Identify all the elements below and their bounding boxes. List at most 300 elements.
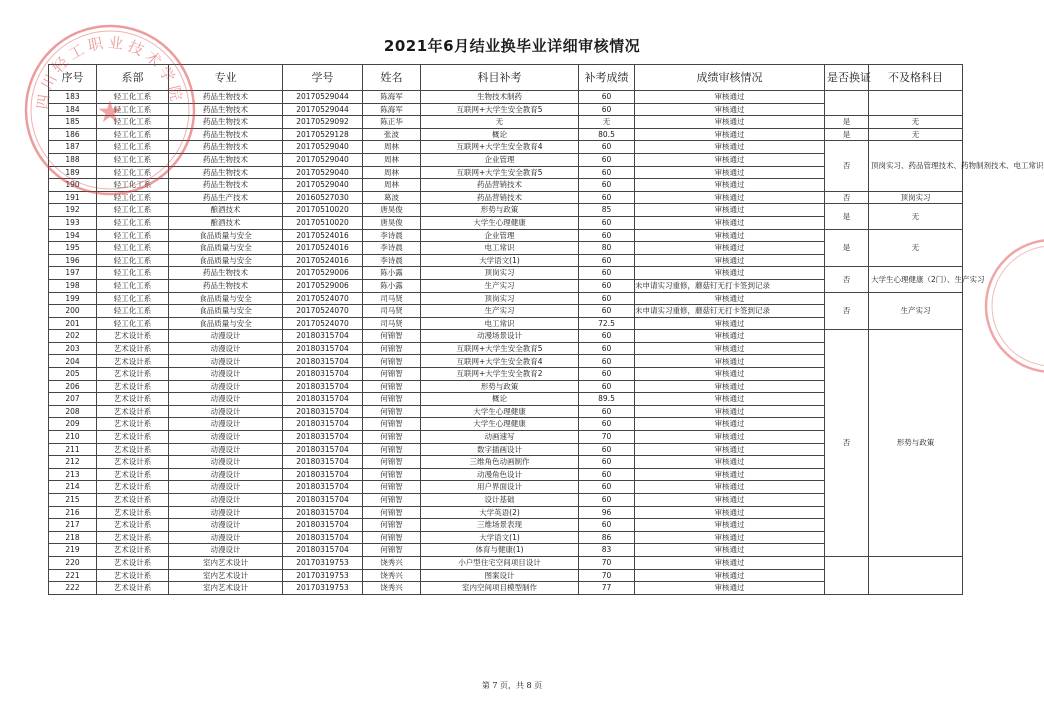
cell-subject: 互联网+大学生安全教育5 (421, 342, 579, 355)
cell-score: 60 (579, 481, 635, 494)
cell-status: 审核通过 (635, 582, 825, 595)
cell-subject: 大学语文(1) (421, 531, 579, 544)
cell-subject: 小户型住宅空间项目设计 (421, 556, 579, 569)
cell-name: 何锦智 (363, 544, 421, 557)
header-major: 专业 (169, 65, 283, 91)
cell-major: 食品质量与安全 (169, 305, 283, 318)
cell-score: 70 (579, 431, 635, 444)
cell-no: 212 (49, 456, 97, 469)
cell-dept: 艺术设计系 (97, 544, 169, 557)
cell-no: 198 (49, 279, 97, 292)
cell-score: 无 (579, 116, 635, 129)
cell-major: 动漫设计 (169, 330, 283, 343)
cell-name: 张波 (363, 128, 421, 141)
cell-no: 210 (49, 431, 97, 444)
cell-student-id: 20170319753 (283, 582, 363, 595)
cell-name: 何锦智 (363, 342, 421, 355)
cell-dept: 艺术设计系 (97, 531, 169, 544)
cell-dept: 轻工化工系 (97, 166, 169, 179)
cell-subject: 无 (421, 116, 579, 129)
cell-student-id: 20170529040 (283, 153, 363, 166)
cell-failed-subjects: 形势与政策 (869, 330, 963, 557)
cell-student-id: 20180315704 (283, 342, 363, 355)
cell-no: 193 (49, 216, 97, 229)
cell-equiv: 是 (825, 229, 869, 267)
cell-score: 60 (579, 443, 635, 456)
table-row (49, 229, 963, 242)
cell-subject: 大学语文(1) (421, 254, 579, 267)
cell-major: 酿酒技术 (169, 216, 283, 229)
cell-failed-subjects: 顶岗实习、药品管理技术、药物制剂技术、电工常识 (869, 141, 963, 191)
cell-score: 60 (579, 254, 635, 267)
cell-status: 审核通过 (635, 141, 825, 154)
cell-subject: 顶岗实习 (421, 292, 579, 305)
cell-student-id: 20160527030 (283, 191, 363, 204)
cell-score: 60 (579, 418, 635, 431)
cell-dept: 轻工化工系 (97, 103, 169, 116)
cell-major: 动漫设计 (169, 494, 283, 507)
page-edge-seal-stamp (980, 236, 1024, 386)
cell-subject: 数字插画设计 (421, 443, 579, 456)
cell-dept: 轻工化工系 (97, 279, 169, 292)
cell-no: 221 (49, 569, 97, 582)
cell-major: 药品生物技术 (169, 279, 283, 292)
cell-name: 周林 (363, 153, 421, 166)
cell-score: 60 (579, 153, 635, 166)
cell-student-id: 20170510020 (283, 216, 363, 229)
cell-no: 204 (49, 355, 97, 368)
cell-major: 动漫设计 (169, 481, 283, 494)
cell-name: 何锦智 (363, 380, 421, 393)
cell-student-id: 20180315704 (283, 355, 363, 368)
cell-no: 213 (49, 468, 97, 481)
cell-no: 215 (49, 494, 97, 507)
cell-major: 动漫设计 (169, 431, 283, 444)
cell-no: 218 (49, 531, 97, 544)
cell-student-id: 20170529040 (283, 179, 363, 192)
cell-major: 动漫设计 (169, 355, 283, 368)
table-row (49, 556, 963, 569)
cell-score: 60 (579, 292, 635, 305)
cell-score: 60 (579, 342, 635, 355)
cell-major: 药品生物技术 (169, 128, 283, 141)
cell-score: 60 (579, 405, 635, 418)
cell-student-id: 20180315704 (283, 418, 363, 431)
cell-status: 未申请实习重修，蘑菇钉无打卡签到记录 (635, 305, 825, 318)
cell-dept: 艺术设计系 (97, 405, 169, 418)
cell-major: 动漫设计 (169, 468, 283, 481)
seal-text: 四川轻工职业技术学院 (33, 33, 187, 111)
cell-dept: 艺术设计系 (97, 380, 169, 393)
cell-status: 审核通过 (635, 418, 825, 431)
cell-student-id: 20170319753 (283, 556, 363, 569)
cell-student-id: 20180315704 (283, 456, 363, 469)
cell-student-id: 20180315704 (283, 506, 363, 519)
cell-name: 何锦智 (363, 368, 421, 381)
cell-name: 饶秀兴 (363, 582, 421, 595)
cell-major: 药品生物技术 (169, 179, 283, 192)
header-status: 成绩审核情况 (635, 65, 825, 91)
cell-no: 207 (49, 393, 97, 406)
cell-major: 动漫设计 (169, 544, 283, 557)
cell-major: 药品生产技术 (169, 191, 283, 204)
cell-score: 60 (579, 368, 635, 381)
cell-equiv (825, 556, 869, 594)
cell-subject: 动画速写 (421, 431, 579, 444)
cell-score: 60 (579, 141, 635, 154)
cell-name: 陈海军 (363, 103, 421, 116)
cell-student-id: 20170529006 (283, 267, 363, 280)
cell-failed-subjects: 无 (869, 229, 963, 267)
cell-no: 205 (49, 368, 97, 381)
cell-no: 203 (49, 342, 97, 355)
cell-major: 动漫设计 (169, 506, 283, 519)
cell-subject: 动漫角色设计 (421, 468, 579, 481)
table-row (49, 91, 963, 104)
cell-subject: 体育与健康(1) (421, 544, 579, 557)
table-row (49, 292, 963, 305)
cell-status: 审核通过 (635, 254, 825, 267)
cell-major: 食品质量与安全 (169, 229, 283, 242)
cell-major: 药品生物技术 (169, 166, 283, 179)
cell-subject: 电工常识 (421, 317, 579, 330)
cell-status: 审核通过 (635, 393, 825, 406)
cell-name: 何锦智 (363, 393, 421, 406)
cell-dept: 轻工化工系 (97, 267, 169, 280)
header-dept: 系部 (97, 65, 169, 91)
cell-dept: 艺术设计系 (97, 368, 169, 381)
cell-dept: 艺术设计系 (97, 456, 169, 469)
cell-no: 200 (49, 305, 97, 318)
cell-equiv: 否 (825, 191, 869, 204)
cell-score: 80.5 (579, 128, 635, 141)
cell-score: 60 (579, 519, 635, 532)
cell-dept: 轻工化工系 (97, 317, 169, 330)
cell-student-id: 20170319753 (283, 569, 363, 582)
cell-status: 审核通过 (635, 166, 825, 179)
table-body (49, 91, 1044, 595)
cell-equiv: 是 (825, 204, 869, 229)
cell-student-id: 20170529044 (283, 103, 363, 116)
cell-status: 审核通过 (635, 431, 825, 444)
cell-major: 药品生物技术 (169, 116, 283, 129)
cell-major: 动漫设计 (169, 443, 283, 456)
cell-no: 206 (49, 380, 97, 393)
cell-no: 185 (49, 116, 97, 129)
cell-score: 60 (579, 191, 635, 204)
cell-student-id: 20180315704 (283, 544, 363, 557)
cell-major: 动漫设计 (169, 342, 283, 355)
cell-name: 周林 (363, 166, 421, 179)
cell-subject: 电工常识 (421, 242, 579, 255)
cell-status: 审核通过 (635, 128, 825, 141)
cell-no: 220 (49, 556, 97, 569)
cell-student-id: 20170529040 (283, 166, 363, 179)
review-table (48, 64, 1044, 595)
cell-no: 183 (49, 91, 97, 104)
cell-student-id: 20180315704 (283, 368, 363, 381)
cell-major: 药品生物技术 (169, 91, 283, 104)
cell-score: 70 (579, 556, 635, 569)
cell-name: 周林 (363, 179, 421, 192)
cell-student-id: 20180315704 (283, 393, 363, 406)
cell-name: 陈正华 (363, 116, 421, 129)
cell-dept: 艺术设计系 (97, 342, 169, 355)
cell-subject: 药品营销技术 (421, 191, 579, 204)
cell-name: 饶秀兴 (363, 556, 421, 569)
cell-no: 187 (49, 141, 97, 154)
header-no: 序号 (49, 65, 97, 91)
cell-failed-subjects (869, 556, 963, 594)
cell-major: 动漫设计 (169, 393, 283, 406)
cell-name: 陈海军 (363, 91, 421, 104)
cell-score: 60 (579, 494, 635, 507)
cell-subject: 动漫场景设计 (421, 330, 579, 343)
cell-no: 211 (49, 443, 97, 456)
cell-dept: 艺术设计系 (97, 468, 169, 481)
cell-name: 李诗晨 (363, 229, 421, 242)
cell-name: 何锦智 (363, 481, 421, 494)
cell-major: 动漫设计 (169, 531, 283, 544)
cell-status: 审核通过 (635, 91, 825, 104)
cell-no: 208 (49, 405, 97, 418)
cell-status: 审核通过 (635, 153, 825, 166)
cell-status: 审核通过 (635, 179, 825, 192)
cell-dept: 艺术设计系 (97, 582, 169, 595)
cell-student-id: 20180315704 (283, 443, 363, 456)
page-footer: 第 7 页，共 8 页 (481, 681, 543, 690)
cell-subject: 大学英语(2) (421, 506, 579, 519)
cell-status: 审核通过 (635, 556, 825, 569)
table-row (49, 116, 963, 129)
cell-subject: 室内空间项目模型制作 (421, 582, 579, 595)
cell-name: 何锦智 (363, 443, 421, 456)
cell-name: 司马贤 (363, 292, 421, 305)
cell-score: 60 (579, 166, 635, 179)
cell-subject: 生产实习 (421, 279, 579, 292)
cell-name: 陈小露 (363, 267, 421, 280)
cell-no: 194 (49, 229, 97, 242)
cell-student-id: 20180315704 (283, 330, 363, 343)
cell-no: 190 (49, 179, 97, 192)
cell-subject: 图案设计 (421, 569, 579, 582)
cell-name: 何锦智 (363, 506, 421, 519)
header-name: 姓名 (363, 65, 421, 91)
cell-status: 审核通过 (635, 317, 825, 330)
cell-major: 药品生物技术 (169, 141, 283, 154)
cell-score: 89.5 (579, 393, 635, 406)
cell-failed-subjects: 顶岗实习 (869, 191, 963, 204)
cell-status: 审核通过 (635, 330, 825, 343)
cell-score: 60 (579, 279, 635, 292)
cell-subject: 顶岗实习 (421, 267, 579, 280)
cell-failed-subjects: 无 (869, 204, 963, 229)
cell-name: 何锦智 (363, 494, 421, 507)
cell-student-id: 20170529092 (283, 116, 363, 129)
cell-subject: 三维角色动画制作 (421, 456, 579, 469)
cell-status: 审核通过 (635, 494, 825, 507)
cell-student-id: 20170524070 (283, 292, 363, 305)
cell-status: 审核通过 (635, 443, 825, 456)
cell-no: 192 (49, 204, 97, 217)
cell-status: 审核通过 (635, 204, 825, 217)
cell-student-id: 20170529128 (283, 128, 363, 141)
cell-dept: 轻工化工系 (97, 191, 169, 204)
cell-name: 何锦智 (363, 531, 421, 544)
cell-subject: 生物技术制药 (421, 91, 579, 104)
cell-no: 202 (49, 330, 97, 343)
cell-student-id: 20170510020 (283, 204, 363, 217)
cell-status: 审核通过 (635, 544, 825, 557)
cell-student-id: 20180315704 (283, 494, 363, 507)
table-header-row (49, 65, 963, 91)
cell-dept: 艺术设计系 (97, 556, 169, 569)
header-failed: 不及格科目 (869, 65, 963, 91)
cell-major: 食品质量与安全 (169, 242, 283, 255)
header-student-id: 学号 (283, 65, 363, 91)
cell-score: 60 (579, 330, 635, 343)
cell-status: 审核通过 (635, 267, 825, 280)
cell-score: 60 (579, 305, 635, 318)
cell-no: 189 (49, 166, 97, 179)
cell-status: 审核通过 (635, 380, 825, 393)
cell-student-id: 20170524016 (283, 229, 363, 242)
cell-score: 60 (579, 179, 635, 192)
cell-name: 周林 (363, 141, 421, 154)
table-row (49, 204, 963, 217)
cell-status: 审核通过 (635, 519, 825, 532)
cell-dept: 轻工化工系 (97, 292, 169, 305)
cell-major: 动漫设计 (169, 405, 283, 418)
cell-name: 葛波 (363, 191, 421, 204)
cell-no: 216 (49, 506, 97, 519)
cell-major: 室内艺术设计 (169, 582, 283, 595)
cell-student-id: 20180315704 (283, 468, 363, 481)
cell-score: 60 (579, 91, 635, 104)
cell-name: 李诗晨 (363, 254, 421, 267)
cell-student-id: 20180315704 (283, 380, 363, 393)
cell-name: 司马贤 (363, 305, 421, 318)
cell-status: 审核通过 (635, 468, 825, 481)
table-row (49, 191, 963, 204)
cell-no: 209 (49, 418, 97, 431)
cell-major: 动漫设计 (169, 418, 283, 431)
cell-score: 60 (579, 216, 635, 229)
cell-equiv: 是 (825, 116, 869, 129)
cell-student-id: 20170529006 (283, 279, 363, 292)
cell-student-id: 20180315704 (283, 405, 363, 418)
cell-dept: 轻工化工系 (97, 254, 169, 267)
cell-status: 审核通过 (635, 569, 825, 582)
cell-no: 197 (49, 267, 97, 280)
cell-failed-subjects: 无 (869, 128, 963, 141)
cell-subject: 互联网+大学生安全教育5 (421, 103, 579, 116)
cell-failed-subjects (869, 91, 963, 116)
cell-no: 188 (49, 153, 97, 166)
cell-student-id: 20170524070 (283, 305, 363, 318)
cell-equiv: 否 (825, 267, 869, 292)
cell-student-id: 20170524016 (283, 242, 363, 255)
cell-subject: 互联网+大学生安全教育5 (421, 166, 579, 179)
cell-name: 何锦智 (363, 405, 421, 418)
cell-equiv: 否 (825, 141, 869, 191)
cell-status: 审核通过 (635, 216, 825, 229)
cell-status: 审核通过 (635, 368, 825, 381)
cell-no: 186 (49, 128, 97, 141)
cell-score: 85 (579, 204, 635, 217)
cell-score: 60 (579, 456, 635, 469)
cell-dept: 轻工化工系 (97, 153, 169, 166)
cell-equiv: 是 (825, 128, 869, 141)
cell-subject: 形势与政策 (421, 380, 579, 393)
cell-major: 药品生物技术 (169, 103, 283, 116)
cell-status: 审核通过 (635, 242, 825, 255)
cell-no: 217 (49, 519, 97, 532)
header-subject: 科目补考 (421, 65, 579, 91)
cell-status: 审核通过 (635, 342, 825, 355)
cell-major: 药品生物技术 (169, 267, 283, 280)
cell-name: 唐昊俊 (363, 204, 421, 217)
cell-dept: 艺术设计系 (97, 481, 169, 494)
cell-dept: 艺术设计系 (97, 431, 169, 444)
seal-star-icon: ★ (96, 95, 124, 130)
cell-major: 药品生物技术 (169, 153, 283, 166)
cell-score: 60 (579, 468, 635, 481)
cell-score: 60 (579, 380, 635, 393)
cell-name: 唐昊俊 (363, 216, 421, 229)
cell-no: 214 (49, 481, 97, 494)
cell-status: 审核通过 (635, 355, 825, 368)
cell-dept: 轻工化工系 (97, 116, 169, 129)
cell-student-id: 20180315704 (283, 481, 363, 494)
cell-no: 196 (49, 254, 97, 267)
cell-subject: 药品营销技术 (421, 179, 579, 192)
table-row (49, 267, 963, 280)
cell-subject: 概论 (421, 128, 579, 141)
cell-student-id: 20170524016 (283, 254, 363, 267)
cell-major: 食品质量与安全 (169, 292, 283, 305)
cell-failed-subjects: 大学生心理健康（2门）、生产实习 (869, 267, 963, 292)
cell-dept: 轻工化工系 (97, 128, 169, 141)
cell-status: 审核通过 (635, 229, 825, 242)
cell-name: 何锦智 (363, 519, 421, 532)
cell-student-id: 20180315704 (283, 519, 363, 532)
cell-dept: 轻工化工系 (97, 242, 169, 255)
header-equiv: 是否换证 (825, 65, 869, 91)
cell-status: 审核通过 (635, 292, 825, 305)
cell-no: 199 (49, 292, 97, 305)
cell-status: 审核通过 (635, 103, 825, 116)
cell-score: 80 (579, 242, 635, 255)
cell-subject: 生产实习 (421, 305, 579, 318)
cell-dept: 艺术设计系 (97, 443, 169, 456)
cell-subject: 互联网+大学生安全教育4 (421, 141, 579, 154)
cell-dept: 艺术设计系 (97, 355, 169, 368)
header-score: 补考成绩 (579, 65, 635, 91)
cell-major: 酿酒技术 (169, 204, 283, 217)
cell-major: 室内艺术设计 (169, 569, 283, 582)
cell-status: 审核通过 (635, 481, 825, 494)
cell-name: 何锦智 (363, 431, 421, 444)
cell-name: 司马贤 (363, 317, 421, 330)
table-row (49, 141, 963, 154)
cell-dept: 艺术设计系 (97, 330, 169, 343)
cell-subject: 大学生心理健康 (421, 418, 579, 431)
cell-dept: 艺术设计系 (97, 418, 169, 431)
cell-equiv: 否 (825, 330, 869, 557)
cell-score: 96 (579, 506, 635, 519)
cell-subject: 互联网+大学生安全教育2 (421, 368, 579, 381)
